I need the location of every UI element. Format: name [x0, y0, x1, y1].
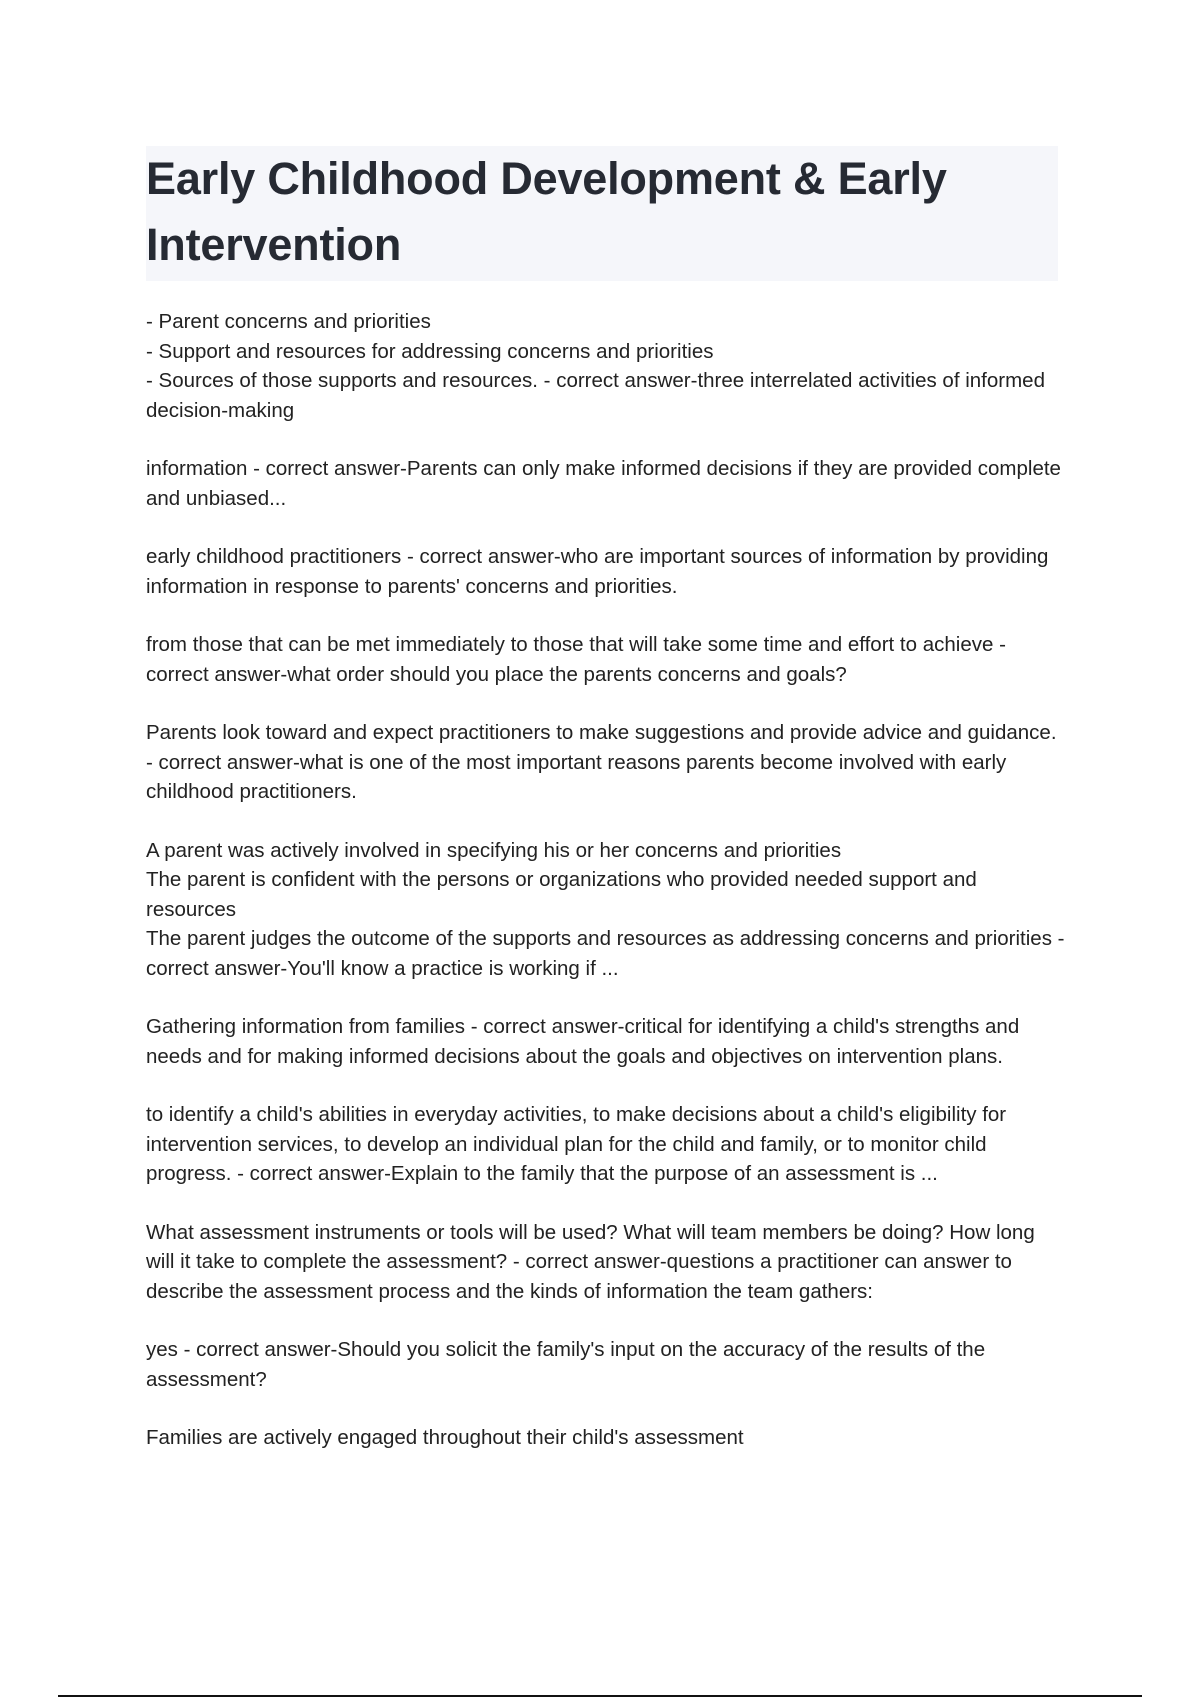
document-body	[146, 307, 1066, 1482]
qa-paragraph	[146, 1218, 1066, 1307]
qa-paragraph	[146, 307, 1066, 425]
document-title: Early Childhood Development & Early Intervention	[146, 153, 947, 270]
paragraph-line: information - correct answer-Parents can only make informed decisions if they are provided complete and unbiased...	[146, 457, 1061, 510]
paragraph-line: A parent was actively involved in specifying his or her concerns and priorities	[146, 838, 842, 862]
footer-divider	[58, 1695, 1142, 1697]
paragraph-line: to identify a child's abilities in everyday activities, to make decisions about a child's eligibility for intervention services, to develop an individual plan for the child and family, or to monitor child progress. - correct answer-Explain to the family that the purpose of an assessment is ...	[146, 1103, 1007, 1185]
paragraph-line: Families are actively engaged throughout their child's assessment	[146, 1426, 744, 1449]
paragraph-line: - Support and resources for addressing concerns and priorities	[146, 339, 714, 363]
paragraph-line: Gathering information from families - correct answer-critical for identifying a child's strengths and needs and for making informed decisions about the goals and objectives on intervention plans.	[146, 1015, 1020, 1068]
qa-paragraph	[146, 836, 1066, 984]
paragraph-line: from those that can be met immediately to those that will take some time and effort to achieve - correct answer-what order should you place the parents concerns and goals?	[146, 633, 1006, 686]
paragraph-line: The parent is confident with the persons or organizations who provided needed support and resources	[146, 868, 977, 921]
qa-paragraph	[146, 1012, 1066, 1071]
qa-paragraph	[146, 1335, 1066, 1394]
paragraph-line: early childhood practitioners - correct answer-who are important sources of information by providing information in response to parents' concerns and priorities.	[146, 545, 1049, 598]
qa-paragraph	[146, 718, 1066, 807]
paragraph-line: - Parent concerns and priorities	[146, 310, 431, 333]
qa-paragraph	[146, 454, 1066, 513]
paragraph-line: Parents look toward and expect practitioners to make suggestions and provide advice and guidance. - correct answer-what is one of the most important reasons parents become involved with early childhood practitioners.	[146, 721, 1057, 803]
paragraph-line: yes - correct answer-Should you solicit the family's input on the accuracy of the results of the assessment?	[146, 1338, 986, 1391]
qa-paragraph	[146, 630, 1066, 689]
qa-paragraph	[146, 542, 1066, 601]
paragraph-line: The parent judges the outcome of the supports and resources as addressing concerns and priorities - correct answer-You'll know a practice is working if ...	[146, 927, 1065, 980]
qa-paragraph	[146, 1100, 1066, 1189]
qa-paragraph	[146, 1423, 1066, 1453]
paragraph-line: - Sources of those supports and resources. - correct answer-three interrelated activities of informed decision-making	[146, 369, 1045, 422]
title-banner	[146, 146, 1058, 281]
paragraph-line: What assessment instruments or tools will be used? What will team members be doing? How long will it take to complete the assessment? - correct answer-questions a practitioner can answer to describe the assessment process and the kinds of information the team gathers:	[146, 1220, 1035, 1303]
